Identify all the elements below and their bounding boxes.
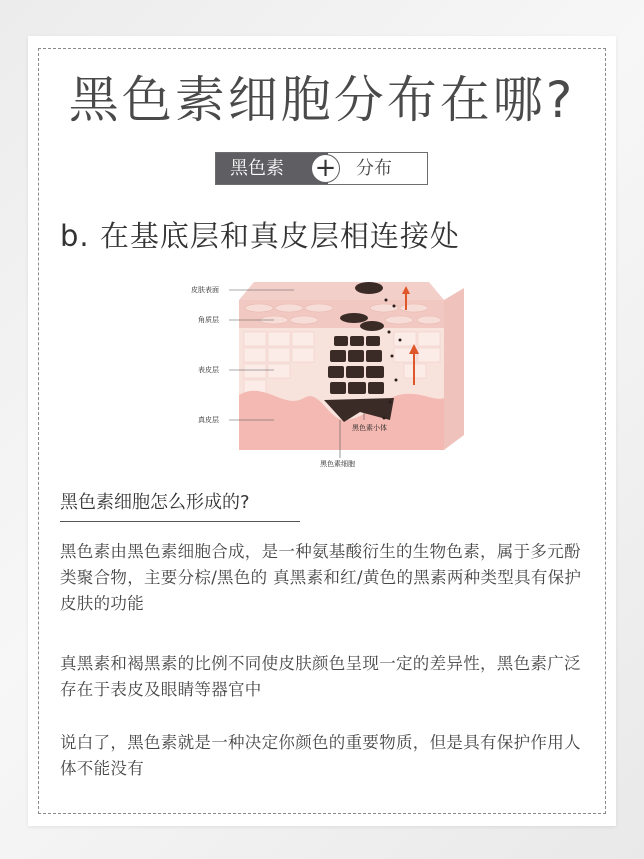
- label-epidermis: 表皮层: [198, 366, 219, 374]
- paragraph-2: 真黑素和褐黑素的比例不同使皮肤颜色呈现一定的差异性，黑色素广泛存在于表皮及眼睛等器官中: [60, 654, 581, 699]
- plus-icon: +: [311, 154, 340, 183]
- content-card: [28, 36, 616, 826]
- topic-tag: [215, 152, 428, 185]
- tag-right-label: 分布: [356, 158, 392, 179]
- paragraph-1: 黑色素由黑色素细胞合成，是一种氨基酸衍生的生物色素，属于多元酚类聚合物，主要分棕/黑色的 真黑素和红/黄色的黑素两种类型具有保护皮肤的功能: [60, 542, 582, 613]
- skin-layer-diagram: [144, 270, 504, 470]
- label-skin-surface: 皮肤表面: [191, 286, 219, 294]
- label-dermis: 真皮层: [198, 416, 219, 424]
- skin-top-face: [239, 282, 444, 300]
- skin-side-face: [444, 288, 464, 450]
- paragraph-3: 说白了，黑色素就是一种决定你颜色的重要物质，但是具有保护作用人体不能没有: [60, 733, 581, 778]
- heading-underline: [60, 521, 300, 522]
- page-title: 黑色素细胞分布在哪?: [68, 71, 576, 129]
- label-melanocyte: 黑色素细胞: [320, 460, 355, 468]
- section-subtitle: b. 在基底层和真皮层相连接处: [60, 219, 460, 253]
- label-corneum: 角质层: [198, 316, 219, 324]
- tag-left-label: 黑色素: [216, 153, 328, 184]
- label-melanosome: 黑色素小体: [352, 424, 387, 432]
- section-heading: 黑色素细胞怎么形成的?: [60, 492, 250, 513]
